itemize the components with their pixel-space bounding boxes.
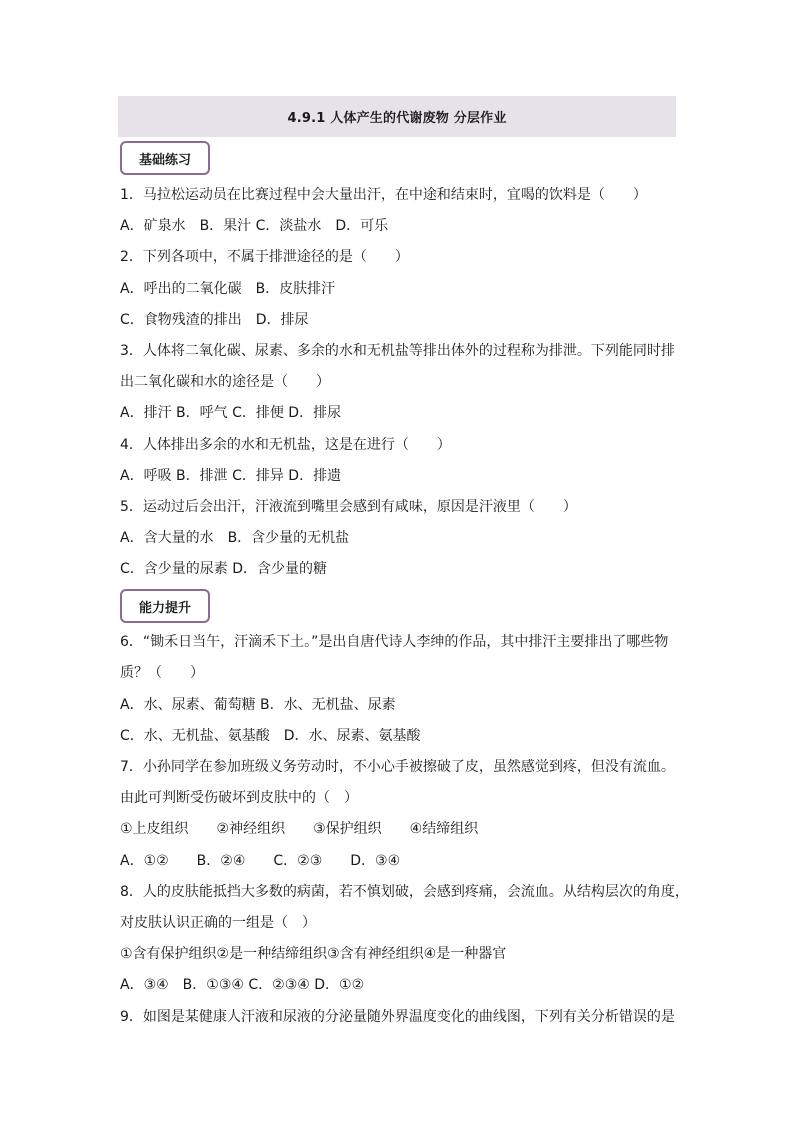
question-7: 7．小孙同学在参加班级义务劳动时，不小心手被擦破了皮，虽然感觉到疼，但没有流血。	[120, 759, 675, 775]
question-7-items: ①上皮组织 ②神经组织 ③保护组织 ④结缔组织	[120, 821, 479, 837]
question-1: 1．马拉松运动员在比赛过程中会大量出汗，在中途和结束时，宜喝的饮料是（ ）	[120, 187, 647, 203]
page-title: 4.9.1 人体产生的代谢废物 分层作业	[287, 111, 507, 126]
question-1-options: A．矿泉水 B．果汁 C．淡盐水 D．可乐	[120, 218, 389, 234]
question-4: 4．人体排出多余的水和无机盐，这是在进行（ ）	[120, 437, 451, 453]
question-8: 8．人的皮肤能抵挡大多数的病菌，若不慎划破，会感到疼痛，会流血。从结构层次的角度，	[120, 884, 689, 900]
question-9: 9．如图是某健康人汗液和尿液的分泌量随外界温度变化的曲线图，下列有关分析错误的是	[120, 1009, 675, 1025]
question-2: 2．下列各项中，不属于排泄途径的是（ ）	[120, 249, 409, 265]
question-2-options-a: A．呼出的二氧化碳 B．皮肤排汗	[120, 281, 336, 297]
question-7-options: A．①② B．②④ C．②③ D．③④	[120, 853, 401, 869]
question-7-cont: 由此可判断受伤破坏到皮肤中的（ ）	[120, 790, 358, 806]
question-8-cont: 对皮肤认识正确的一组是（ ）	[120, 915, 316, 931]
question-3: 3．人体将二氧化碳、尿素、多余的水和无机盐等排出体外的过程称为排泄。下列能同时排	[120, 343, 675, 359]
section-tag-basic: 基础练习	[120, 141, 210, 175]
title-banner	[118, 96, 676, 137]
question-5: 5．运动过后会出汗，汗液流到嘴里会感到有咸味，原因是汗液里（ ）	[120, 499, 577, 515]
section-tag-advanced: 能力提升	[120, 589, 210, 623]
question-4-options: A．呼吸 B．排泄 C．排异 D．排遗	[120, 468, 342, 484]
question-6-options-a: A．水、尿素、葡萄糖 B．水、无机盐、尿素	[120, 697, 396, 713]
question-3-options: A．排汗 B．呼气 C．排便 D．排尿	[120, 405, 342, 421]
question-6: 6．“锄禾日当午，汗滴禾下土。”是出自唐代诗人李绅的作品，其中排汗主要排出了哪些物	[120, 634, 669, 650]
question-3-cont: 出二氧化碳和水的途径是（ ）	[120, 374, 330, 390]
question-5-options-b: C．含少量的尿素 D．含少量的糖	[120, 561, 328, 577]
question-8-items: ①含有保护组织②是一种结缔组织③含有神经组织④是一种器官	[120, 946, 507, 962]
question-2-options-b: C．食物残渣的排出 D．排尿	[120, 312, 309, 328]
question-6-options-b: C．水、无机盐、氨基酸 D．水、尿素、氨基酸	[120, 728, 421, 744]
question-5-options-a: A．含大量的水 B．含少量的无机盐	[120, 530, 350, 546]
question-8-options: A．③④ B．①③④ C．②③④ D．①②	[120, 977, 365, 993]
question-6-cont: 质？（ ）	[120, 665, 204, 681]
